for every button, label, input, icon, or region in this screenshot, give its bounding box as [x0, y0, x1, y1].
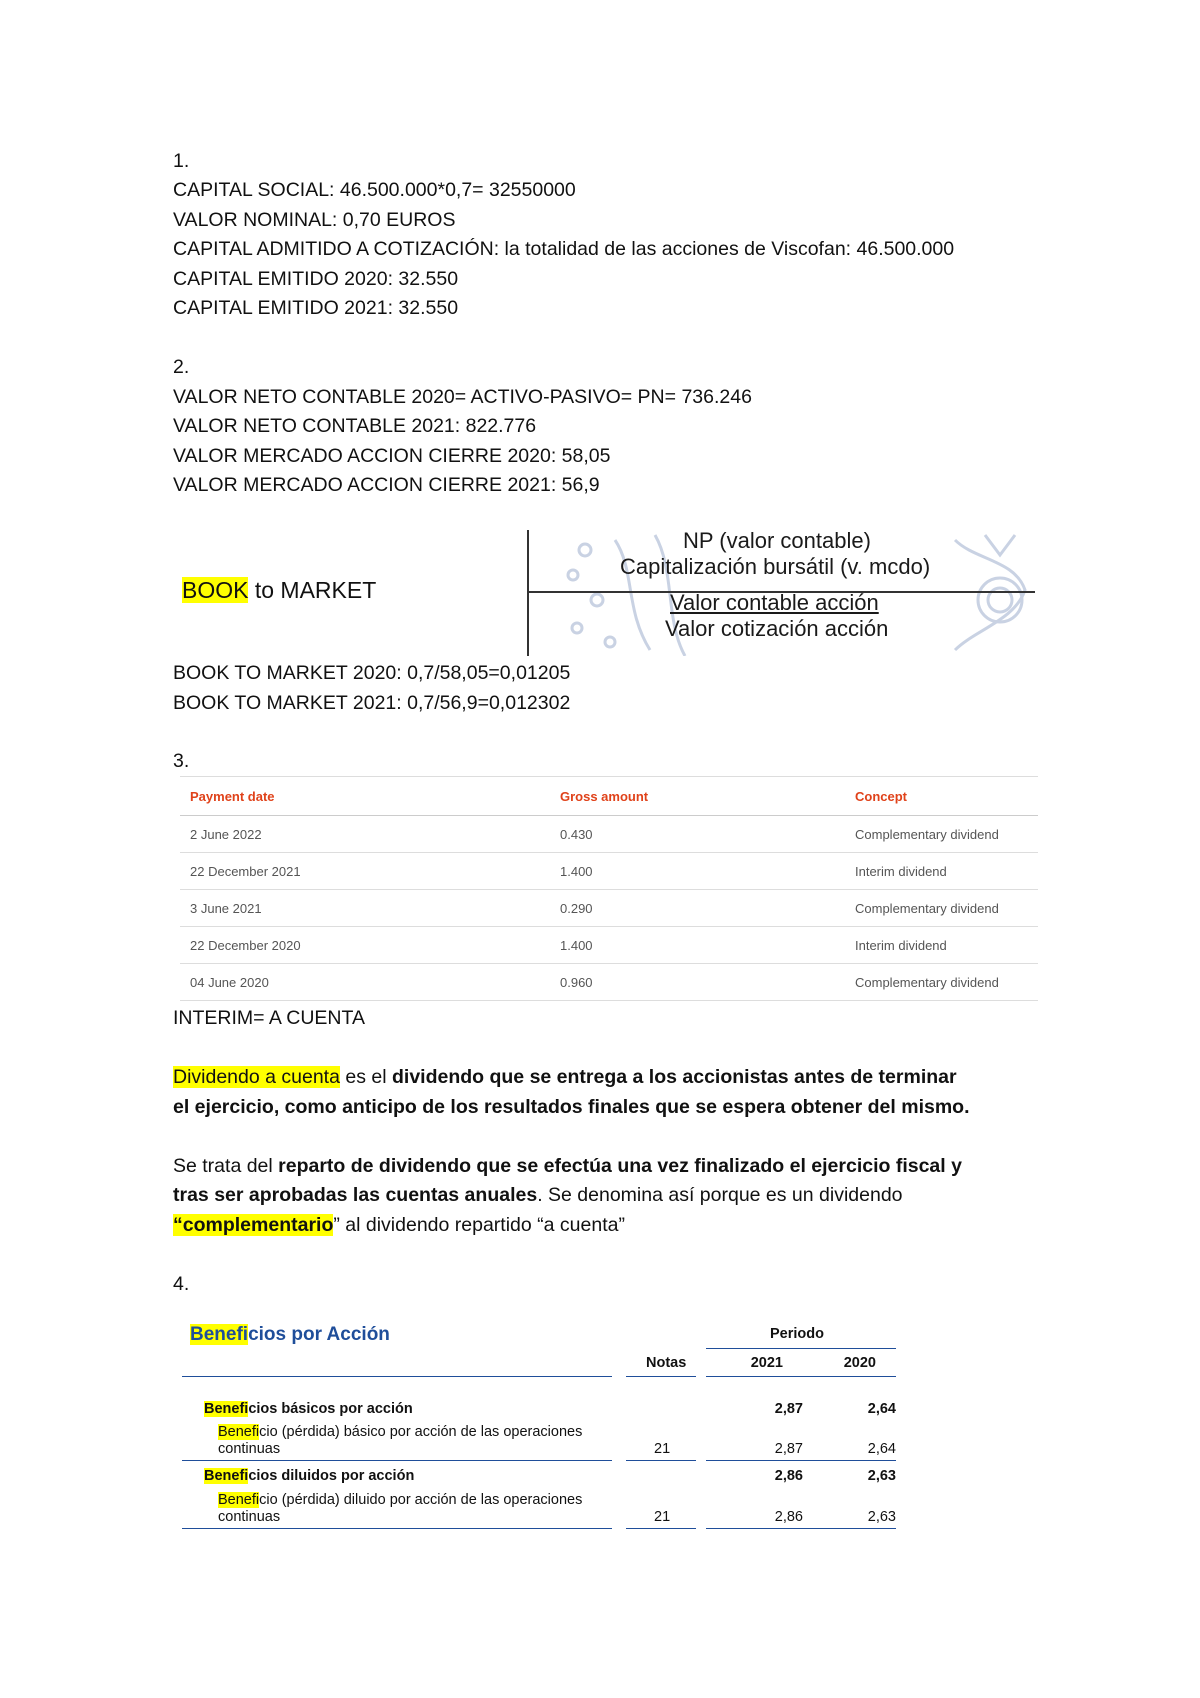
basic-eps-sub-label: Beneficio (pérdida) básico por acción de las operaciones — [218, 1424, 583, 1440]
periodo-rule — [706, 1348, 896, 1349]
fraction-vertical-divider — [527, 530, 529, 656]
valor-neto-2021-line: VALOR NETO CONTABLE 2021: 822.776 — [173, 415, 537, 437]
diluted-eps-2021: 2,86 — [774, 1468, 803, 1484]
basic-eps-sub-2020: 2,64 — [867, 1441, 896, 1457]
formula-denominator-2: Valor cotización acción — [665, 616, 889, 641]
years-rule — [706, 1376, 896, 1377]
basic-eps-nota: 21 — [654, 1441, 671, 1457]
notas-rule — [626, 1376, 696, 1377]
basic-eps-sub-label-2: continuas — [218, 1441, 281, 1457]
dividend-table-header-row — [180, 777, 1038, 816]
basic-eps-sub-2021: 2,87 — [774, 1441, 803, 1457]
book-to-market-2021-line: BOOK TO MARKET 2021: 0,7/56,9=0,012302 — [173, 691, 571, 714]
gross-amount-cell: 0.960 — [550, 964, 845, 1001]
valor-mercado-2020-line: VALOR MERCADO ACCION CIERRE 2020: 58,05 — [173, 444, 611, 467]
diluted-years-rule — [706, 1528, 896, 1529]
book-to-market-figure — [175, 530, 1035, 656]
eps-year-2020-header: 2020 — [843, 1355, 876, 1371]
concept-cell: Interim dividend — [845, 853, 1038, 890]
concept-cell: Complementary dividend — [845, 890, 1038, 927]
capital-emitido-2021-line: CAPITAL EMITIDO 2021: 32.550 — [173, 297, 459, 319]
eps-table — [186, 1318, 896, 1538]
capital-emitido-2020-line: CAPITAL EMITIDO 2020: 32.550 — [173, 267, 459, 290]
payment-date-cell: 22 December 2021 — [180, 853, 550, 890]
dividend-table — [180, 776, 1038, 1001]
table-row — [180, 816, 1038, 853]
basic-years-rule — [706, 1460, 896, 1461]
payment-date-cell: 04 June 2020 — [180, 964, 550, 1001]
table-row — [180, 964, 1038, 1001]
gross-amount-cell: 0.430 — [550, 816, 845, 853]
complementario-line-3: “complementario” al dividendo repartido “a cuenta” — [173, 1213, 625, 1236]
table-row — [180, 927, 1038, 964]
concept-cell: Complementary dividend — [845, 964, 1038, 1001]
eps-table-title: Beneficios por Acción — [190, 1324, 390, 1345]
dividendo-cuenta-line-2: el ejercicio, como anticipo de los resultados finales que se espera obtener del mismo. — [173, 1095, 970, 1118]
diluted-eps-2020: 2,63 — [867, 1468, 896, 1484]
diluted-eps-nota: 21 — [654, 1509, 671, 1525]
basic-row-rule — [182, 1460, 612, 1461]
title-rule — [182, 1376, 612, 1377]
eps-periodo-header: Periodo — [770, 1326, 824, 1342]
basic-notas-rule — [626, 1460, 696, 1461]
section-2-number: 2. — [173, 356, 190, 378]
payment-date-cell: 2 June 2022 — [180, 816, 550, 853]
complementario-line-2: tras ser aprobadas las cuentas anuales. Se denomina así porque es un dividendo — [173, 1184, 903, 1206]
diluted-eps-label: Beneficios diluidos por acción — [204, 1468, 415, 1484]
concept-cell: Complementary dividend — [845, 816, 1038, 853]
header-gross-amount: Gross amount — [550, 777, 845, 816]
book-to-market-label: BOOK to MARKET — [182, 577, 377, 603]
header-payment-date: Payment date — [180, 777, 550, 816]
table-row — [180, 853, 1038, 890]
capital-social-line: CAPITAL SOCIAL: 46.500.000*0,7= 32550000 — [173, 179, 576, 201]
valor-neto-2020-line: VALOR NETO CONTABLE 2020= ACTIVO-PASIVO= PN= 736.246 — [173, 385, 752, 408]
payment-date-cell: 22 December 2020 — [180, 927, 550, 964]
valor-mercado-2021-line: VALOR MERCADO ACCION CIERRE 2021: 56,9 — [173, 474, 600, 496]
table-row — [180, 890, 1038, 927]
formula-numerator-2: Valor contable acción — [670, 590, 879, 615]
concept-cell: Interim dividend — [845, 927, 1038, 964]
gross-amount-cell: 0.290 — [550, 890, 845, 927]
section-1-number: 1. — [173, 150, 190, 172]
basic-eps-label: Beneficios básicos por acción — [204, 1401, 413, 1417]
section-3-number: 3. — [173, 750, 190, 772]
complementario-line-1: Se trata del reparto de dividendo que se efectúa una vez finalizado el ejercicio fiscal y — [173, 1154, 962, 1177]
formula-denominator-1: Capitalización bursátil (v. mcdo) — [620, 554, 931, 579]
header-concept: Concept — [845, 777, 1038, 816]
eps-year-2021-header: 2021 — [750, 1355, 783, 1371]
diluted-eps-sub-label-2: continuas — [218, 1509, 281, 1525]
payment-date-cell: 3 June 2021 — [180, 890, 550, 927]
gross-amount-cell: 1.400 — [550, 853, 845, 890]
dividendo-cuenta-line-1: Dividendo a cuenta es el dividendo que se entrega a los accionistas antes de terminar — [173, 1066, 957, 1088]
diluted-eps-sub-label: Beneficio (pérdida) diluido por acción de las operaciones — [218, 1492, 583, 1508]
diluted-notas-rule — [626, 1528, 696, 1529]
interim-note: INTERIM= A CUENTA — [173, 1007, 365, 1029]
diluted-row-rule — [182, 1528, 612, 1529]
diluted-eps-sub-2021: 2,86 — [774, 1509, 803, 1525]
basic-eps-2021: 2,87 — [774, 1401, 803, 1417]
book-to-market-2020-line: BOOK TO MARKET 2020: 0,7/58,05=0,01205 — [173, 662, 571, 684]
diluted-eps-sub-2020: 2,63 — [867, 1509, 896, 1525]
basic-eps-2020: 2,64 — [867, 1401, 896, 1417]
eps-notas-header: Notas — [646, 1355, 687, 1371]
section-4-number: 4. — [173, 1273, 190, 1295]
gross-amount-cell: 1.400 — [550, 927, 845, 964]
formula-numerator-1: NP (valor contable) — [683, 528, 871, 553]
capital-admitido-line: CAPITAL ADMITIDO A COTIZACIÓN: la totalidad de las acciones de Viscofan: 46.500.000 — [173, 238, 955, 260]
valor-nominal-line: VALOR NOMINAL: 0,70 EUROS — [173, 208, 456, 231]
